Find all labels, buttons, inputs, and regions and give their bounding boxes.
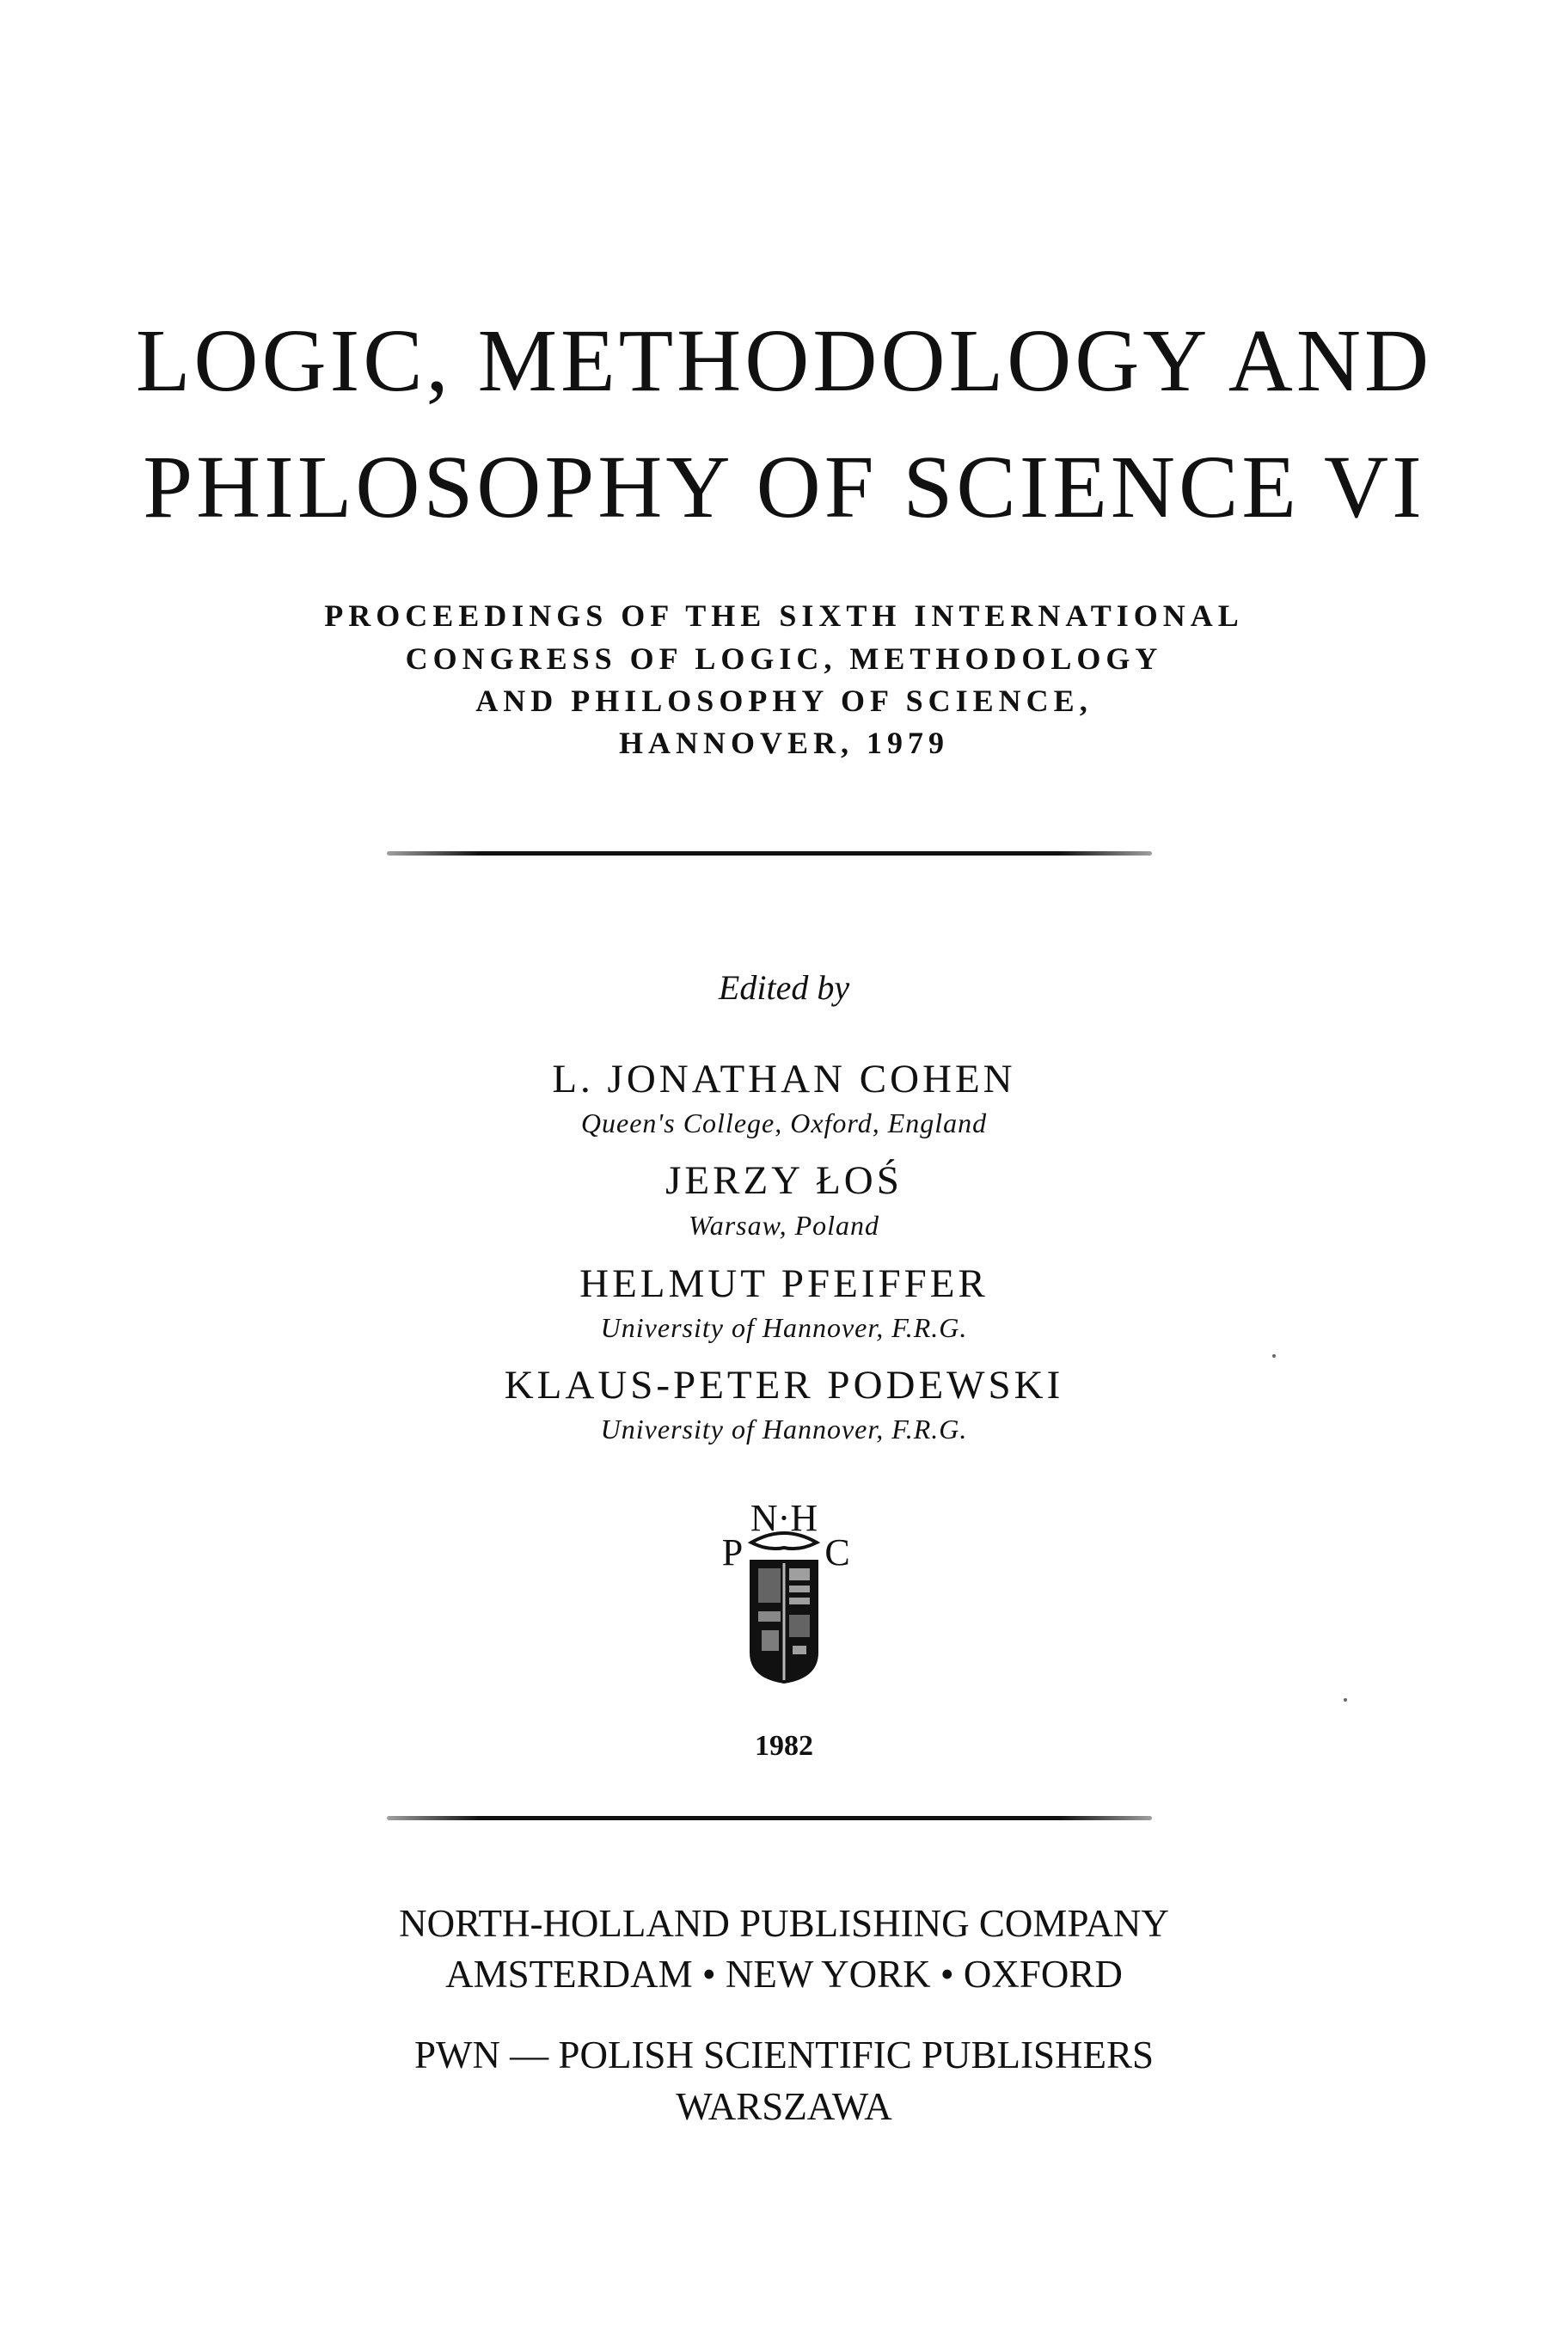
svg-text:N·H: N·H (750, 1497, 818, 1539)
editor-affiliation-1: Queen's College, Oxford, England (580, 1107, 988, 1138)
top-divider-rule (387, 851, 1152, 856)
edited-by-label: Edited by (718, 968, 850, 1007)
editor-affiliation-3: University of Hannover, F.R.G. (600, 1312, 968, 1343)
speck-mark (1344, 1698, 1347, 1702)
publisher-line-1: NORTH-HOLLAND PUBLISHING COMPANY (399, 1902, 1169, 1945)
editor-name-2: JERZY ŁOŚ (665, 1158, 903, 1203)
subtitle-line-4: HANNOVER, 1979 (618, 726, 949, 760)
svg-text:P: P (721, 1531, 744, 1573)
subtitle-line-2: CONGRESS OF LOGIC, METHODOLOGY (405, 641, 1163, 676)
publisher-line-3: PWN — POLISH SCIENTIFIC PUBLISHERS (413, 2033, 1155, 2076)
editor-name-1: L. JONATHAN COHEN (552, 1057, 1016, 1101)
editor-name-3: HELMUT PFEIFFER (579, 1261, 989, 1306)
editor-affiliation-4: University of Hannover, F.R.G. (600, 1414, 968, 1445)
bottom-divider-rule (387, 1816, 1152, 1820)
editor-name-4: KLAUS-PETER PODEWSKI (504, 1363, 1064, 1408)
publication-year: 1982 (755, 1730, 813, 1762)
subtitle-line-3: AND PHILOSOPHY OF SCIENCE, (475, 684, 1093, 718)
speck-mark (1272, 1354, 1276, 1358)
title-line-2: PHILOSOPHY OF SCIENCE VI (143, 438, 1425, 537)
publisher-line-2: AMSTERDAM • NEW YORK • OXFORD (445, 1953, 1123, 1996)
subtitle-line-1: PROCEEDINGS OF THE SIXTH INTERNATIONAL (324, 598, 1244, 633)
svg-text:C: C (824, 1531, 850, 1573)
north-holland-publisher-logo-icon (715, 1489, 853, 1687)
editor-affiliation-2: Warsaw, Poland (688, 1210, 880, 1241)
title-line-1: LOGIC, METHODOLOGY AND (135, 311, 1433, 410)
publisher-line-4: WARSZAWA (676, 2085, 892, 2128)
